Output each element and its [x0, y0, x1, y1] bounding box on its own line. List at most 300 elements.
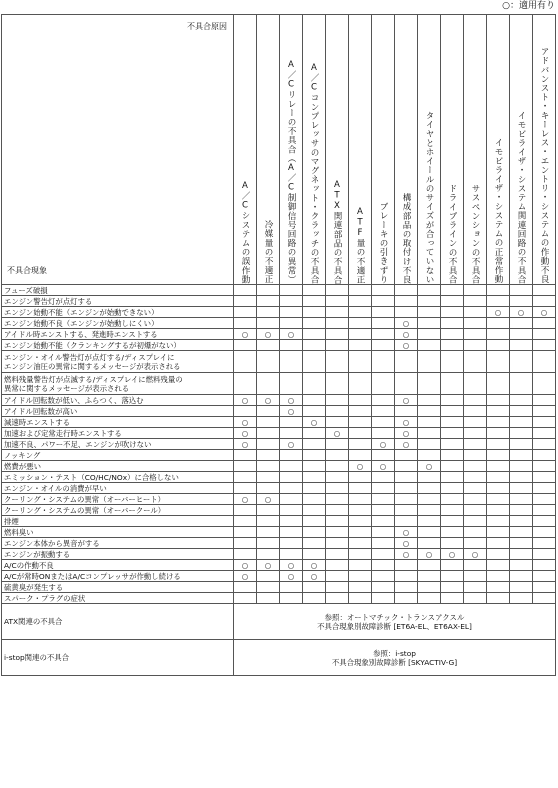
empty-cell	[234, 593, 257, 604]
empty-cell	[303, 285, 326, 296]
empty-cell	[510, 351, 533, 373]
empty-cell	[349, 593, 372, 604]
symptom-label: エンジン・オイル警告灯が点灯する/ディスプレイに エンジン油圧の異常に関するメッセージが表示される	[2, 351, 234, 373]
empty-cell	[418, 450, 441, 461]
cause-column-header	[510, 15, 533, 285]
empty-cell	[372, 296, 395, 307]
empty-cell	[303, 450, 326, 461]
empty-cell	[257, 296, 280, 307]
empty-cell	[395, 373, 418, 395]
empty-cell	[257, 318, 280, 329]
empty-cell	[487, 373, 510, 395]
cause-label: 冷媒量の不適正	[263, 220, 273, 284]
troubleshooting-table	[1, 14, 556, 676]
empty-cell	[464, 571, 487, 582]
cause-label: ドライブラインの不具合	[447, 183, 457, 284]
empty-cell	[510, 450, 533, 461]
empty-cell	[441, 285, 464, 296]
symptom-label: エンジン警告灯が点灯する	[2, 296, 234, 307]
empty-cell	[280, 593, 303, 604]
applicable-mark: ○	[280, 439, 303, 450]
empty-cell	[487, 296, 510, 307]
empty-cell	[441, 461, 464, 472]
applicable-mark: ○	[418, 549, 441, 560]
empty-cell	[510, 571, 533, 582]
empty-cell	[326, 307, 349, 318]
empty-cell	[441, 527, 464, 538]
empty-cell	[533, 527, 556, 538]
applicable-mark: ○	[395, 395, 418, 406]
empty-cell	[510, 406, 533, 417]
empty-cell	[234, 351, 257, 373]
reference-row	[2, 604, 556, 640]
applicable-mark: ○	[280, 395, 303, 406]
empty-cell	[464, 285, 487, 296]
empty-cell	[418, 494, 441, 505]
empty-cell	[349, 472, 372, 483]
table-row	[2, 406, 556, 417]
table-row	[2, 494, 556, 505]
empty-cell	[303, 483, 326, 494]
empty-cell	[533, 395, 556, 406]
empty-cell	[326, 329, 349, 340]
cause-column-header	[395, 15, 418, 285]
empty-cell	[487, 439, 510, 450]
empty-cell	[349, 340, 372, 351]
empty-cell	[510, 285, 533, 296]
empty-cell	[441, 516, 464, 527]
table-row	[2, 373, 556, 395]
cause-column-header	[372, 15, 395, 285]
empty-cell	[533, 593, 556, 604]
empty-cell	[372, 373, 395, 395]
empty-cell	[257, 340, 280, 351]
empty-cell	[234, 483, 257, 494]
reference-note-line: 不具合現象別故障診断 [SKYACTIV-G]	[331, 657, 458, 667]
empty-cell	[234, 450, 257, 461]
empty-cell	[395, 296, 418, 307]
empty-cell	[510, 318, 533, 329]
symptom-label: 加速不良、パワー不足、エンジンが吹けない	[2, 439, 234, 450]
empty-cell	[234, 582, 257, 593]
empty-cell	[257, 527, 280, 538]
empty-cell	[303, 494, 326, 505]
empty-cell	[234, 340, 257, 351]
empty-cell	[372, 516, 395, 527]
empty-cell	[464, 483, 487, 494]
applicable-mark: ○	[303, 417, 326, 428]
empty-cell	[487, 472, 510, 483]
empty-cell	[533, 340, 556, 351]
applicable-mark: ○	[234, 329, 257, 340]
empty-cell	[280, 318, 303, 329]
empty-cell	[487, 428, 510, 439]
empty-cell	[487, 560, 510, 571]
empty-cell	[257, 417, 280, 428]
empty-cell	[418, 472, 441, 483]
empty-cell	[326, 285, 349, 296]
empty-cell	[487, 461, 510, 472]
empty-cell	[372, 450, 395, 461]
empty-cell	[395, 494, 418, 505]
empty-cell	[349, 296, 372, 307]
empty-cell	[533, 406, 556, 417]
empty-cell	[349, 483, 372, 494]
applicable-mark: ○	[234, 428, 257, 439]
empty-cell	[395, 406, 418, 417]
table-row	[2, 560, 556, 571]
empty-cell	[349, 395, 372, 406]
table-row	[2, 483, 556, 494]
applicable-mark: ○	[257, 494, 280, 505]
empty-cell	[372, 395, 395, 406]
symptom-label: 硫黄臭が発生する	[2, 582, 234, 593]
legend: ○：適用有り	[502, 1, 555, 11]
empty-cell	[349, 560, 372, 571]
empty-cell	[533, 318, 556, 329]
empty-cell	[487, 417, 510, 428]
reference-note-line: 参照：i-stop	[373, 648, 416, 658]
empty-cell	[441, 428, 464, 439]
empty-cell	[326, 450, 349, 461]
applicable-mark: ○	[257, 560, 280, 571]
empty-cell	[464, 494, 487, 505]
applicable-mark: ○	[464, 549, 487, 560]
applicable-mark: ○	[487, 307, 510, 318]
empty-cell	[395, 560, 418, 571]
empty-cell	[487, 571, 510, 582]
table-row	[2, 582, 556, 593]
empty-cell	[303, 593, 326, 604]
applicable-mark: ○	[280, 329, 303, 340]
empty-cell	[349, 549, 372, 560]
empty-cell	[349, 329, 372, 340]
empty-cell	[441, 571, 464, 582]
empty-cell	[257, 285, 280, 296]
empty-cell	[280, 373, 303, 395]
table-row	[2, 538, 556, 549]
empty-cell	[510, 505, 533, 516]
empty-cell	[441, 373, 464, 395]
cause-label: サスペンションの不具合	[470, 183, 480, 284]
empty-cell	[326, 472, 349, 483]
applicable-mark: ○	[303, 571, 326, 582]
symptom-label: 排煙	[2, 516, 234, 527]
empty-cell	[326, 593, 349, 604]
empty-cell	[257, 373, 280, 395]
empty-cell	[326, 373, 349, 395]
empty-cell	[280, 461, 303, 472]
empty-cell	[441, 318, 464, 329]
empty-cell	[533, 417, 556, 428]
table-row	[2, 472, 556, 483]
table-row	[2, 549, 556, 560]
empty-cell	[303, 516, 326, 527]
empty-cell	[303, 307, 326, 318]
empty-cell	[234, 318, 257, 329]
empty-cell	[372, 351, 395, 373]
symptom-label: ノッキング	[2, 450, 234, 461]
empty-cell	[280, 549, 303, 560]
reference-note-line: 参照：オートマチック・トランスアクスル	[324, 612, 465, 622]
cause-label: イモビライザ・システムの正常作動	[493, 138, 503, 284]
empty-cell	[533, 450, 556, 461]
empty-cell	[372, 582, 395, 593]
empty-cell	[418, 285, 441, 296]
symptom-label: エンジン始動不良（エンジンが始動しにくい）	[2, 318, 234, 329]
applicable-mark: ○	[234, 560, 257, 571]
empty-cell	[349, 450, 372, 461]
empty-cell	[303, 461, 326, 472]
empty-cell	[303, 538, 326, 549]
empty-cell	[395, 571, 418, 582]
empty-cell	[441, 395, 464, 406]
empty-cell	[257, 549, 280, 560]
empty-cell	[464, 461, 487, 472]
table-row	[2, 285, 556, 296]
empty-cell	[234, 549, 257, 560]
cause-column-header	[349, 15, 372, 285]
empty-cell	[349, 307, 372, 318]
empty-cell	[326, 461, 349, 472]
empty-cell	[533, 296, 556, 307]
empty-cell	[510, 417, 533, 428]
cause-label: アドバンスト・キーレス・エントリ・システムの作動不良	[539, 47, 549, 284]
empty-cell	[280, 307, 303, 318]
empty-cell	[510, 472, 533, 483]
empty-cell	[487, 505, 510, 516]
empty-cell	[326, 296, 349, 307]
cause-column-header	[487, 15, 510, 285]
empty-cell	[418, 318, 441, 329]
empty-cell	[510, 483, 533, 494]
empty-cell	[441, 560, 464, 571]
empty-cell	[487, 318, 510, 329]
empty-cell	[395, 472, 418, 483]
empty-cell	[349, 417, 372, 428]
empty-cell	[349, 428, 372, 439]
table-row	[2, 516, 556, 527]
applicable-mark: ○	[234, 571, 257, 582]
empty-cell	[441, 538, 464, 549]
symptom-header-label: 不具合現象	[7, 266, 47, 275]
applicable-mark: ○	[372, 439, 395, 450]
empty-cell	[464, 395, 487, 406]
empty-cell	[487, 351, 510, 373]
reference-label: ATX関連の不具合	[2, 604, 234, 640]
empty-cell	[257, 351, 280, 373]
empty-cell	[487, 329, 510, 340]
empty-cell	[303, 472, 326, 483]
symptom-label: アイドル回転数が高い	[2, 406, 234, 417]
empty-cell	[533, 494, 556, 505]
empty-cell	[464, 417, 487, 428]
empty-cell	[533, 582, 556, 593]
empty-cell	[372, 483, 395, 494]
applicable-mark: ○	[234, 395, 257, 406]
symptom-label: エンジン本体から異音がする	[2, 538, 234, 549]
empty-cell	[372, 428, 395, 439]
empty-cell	[441, 483, 464, 494]
empty-cell	[234, 406, 257, 417]
table-body	[2, 285, 556, 676]
empty-cell	[418, 340, 441, 351]
empty-cell	[280, 450, 303, 461]
symptom-label: クーリング・システムの異常（オーバーヒート）	[2, 494, 234, 505]
table-row	[2, 527, 556, 538]
empty-cell	[418, 417, 441, 428]
empty-cell	[280, 417, 303, 428]
applicable-mark: ○	[257, 395, 280, 406]
empty-cell	[349, 538, 372, 549]
empty-cell	[303, 439, 326, 450]
empty-cell	[349, 351, 372, 373]
empty-cell	[372, 571, 395, 582]
empty-cell	[349, 505, 372, 516]
empty-cell	[418, 395, 441, 406]
empty-cell	[441, 296, 464, 307]
empty-cell	[418, 373, 441, 395]
empty-cell	[349, 285, 372, 296]
empty-cell	[280, 527, 303, 538]
empty-cell	[533, 472, 556, 483]
empty-cell	[533, 461, 556, 472]
empty-cell	[441, 351, 464, 373]
applicable-mark: ○	[395, 439, 418, 450]
table-row	[2, 296, 556, 307]
cause-label: 構成部品の取付け不良	[401, 193, 411, 284]
empty-cell	[349, 406, 372, 417]
empty-cell	[303, 549, 326, 560]
empty-cell	[257, 593, 280, 604]
empty-cell	[441, 417, 464, 428]
symptom-label: エミッション・テスト（CO/HC/NOx）に合格しない	[2, 472, 234, 483]
empty-cell	[372, 560, 395, 571]
table-row	[2, 571, 556, 582]
empty-cell	[257, 428, 280, 439]
applicable-mark: ○	[395, 549, 418, 560]
empty-cell	[395, 582, 418, 593]
empty-cell	[372, 417, 395, 428]
cause-header-label: 不具合原因	[187, 22, 227, 31]
empty-cell	[464, 318, 487, 329]
symptom-label: 燃料残量警告灯が点滅する/ディスプレイに燃料残量の 異常に関するメッセージが表示される	[2, 373, 234, 395]
empty-cell	[533, 439, 556, 450]
empty-cell	[234, 373, 257, 395]
empty-cell	[510, 439, 533, 450]
empty-cell	[349, 373, 372, 395]
empty-cell	[418, 329, 441, 340]
empty-cell	[280, 505, 303, 516]
empty-cell	[510, 560, 533, 571]
empty-cell	[464, 582, 487, 593]
applicable-mark: ○	[280, 406, 303, 417]
cause-label: ブレーキの引きずり	[378, 202, 388, 284]
empty-cell	[280, 340, 303, 351]
empty-cell	[303, 395, 326, 406]
empty-cell	[533, 549, 556, 560]
symptom-label: スパーク・プラグの症状	[2, 593, 234, 604]
symptom-label: クーリング・システムの異常（オーバークール）	[2, 505, 234, 516]
empty-cell	[418, 483, 441, 494]
empty-cell	[533, 285, 556, 296]
applicable-mark: ○	[395, 329, 418, 340]
empty-cell	[303, 406, 326, 417]
empty-cell	[464, 329, 487, 340]
empty-cell	[234, 505, 257, 516]
empty-cell	[510, 340, 533, 351]
applicable-mark: ○	[234, 439, 257, 450]
empty-cell	[326, 538, 349, 549]
empty-cell	[464, 307, 487, 318]
empty-cell	[326, 582, 349, 593]
table-row	[2, 307, 556, 318]
empty-cell	[487, 582, 510, 593]
empty-cell	[418, 560, 441, 571]
empty-cell	[280, 296, 303, 307]
header-corner	[2, 15, 234, 285]
empty-cell	[234, 472, 257, 483]
cause-column-header	[464, 15, 487, 285]
empty-cell	[441, 329, 464, 340]
empty-cell	[303, 505, 326, 516]
table-row	[2, 395, 556, 406]
empty-cell	[326, 494, 349, 505]
table-row	[2, 329, 556, 340]
reference-note	[234, 604, 556, 640]
applicable-mark: ○	[395, 318, 418, 329]
empty-cell	[395, 307, 418, 318]
empty-cell	[326, 549, 349, 560]
empty-cell	[441, 582, 464, 593]
empty-cell	[418, 516, 441, 527]
symptom-label: 減速時エンストする	[2, 417, 234, 428]
table-row	[2, 450, 556, 461]
cause-label: タイヤとホイールのサイズが合っていない	[424, 111, 434, 284]
empty-cell	[395, 450, 418, 461]
symptom-label: 燃料臭い	[2, 527, 234, 538]
empty-cell	[257, 582, 280, 593]
empty-cell	[257, 516, 280, 527]
empty-cell	[533, 483, 556, 494]
empty-cell	[326, 395, 349, 406]
empty-cell	[533, 505, 556, 516]
empty-cell	[418, 538, 441, 549]
cause-column-header	[441, 15, 464, 285]
applicable-mark: ○	[395, 340, 418, 351]
empty-cell	[441, 593, 464, 604]
applicable-mark: ○	[533, 307, 556, 318]
empty-cell	[280, 285, 303, 296]
table-row	[2, 593, 556, 604]
empty-cell	[464, 593, 487, 604]
applicable-mark: ○	[395, 527, 418, 538]
cause-label: A／Cコンプレッサのマグネット・クラッチの不具合	[309, 62, 319, 284]
table-row	[2, 340, 556, 351]
reference-note-line: 不具合現象別故障診断 [ET6A-EL、ET6AX-EL]	[317, 621, 472, 631]
cause-column-header	[326, 15, 349, 285]
empty-cell	[280, 494, 303, 505]
empty-cell	[372, 406, 395, 417]
empty-cell	[349, 527, 372, 538]
empty-cell	[441, 472, 464, 483]
empty-cell	[533, 351, 556, 373]
applicable-mark: ○	[510, 307, 533, 318]
empty-cell	[464, 505, 487, 516]
empty-cell	[464, 428, 487, 439]
empty-cell	[303, 296, 326, 307]
empty-cell	[372, 472, 395, 483]
